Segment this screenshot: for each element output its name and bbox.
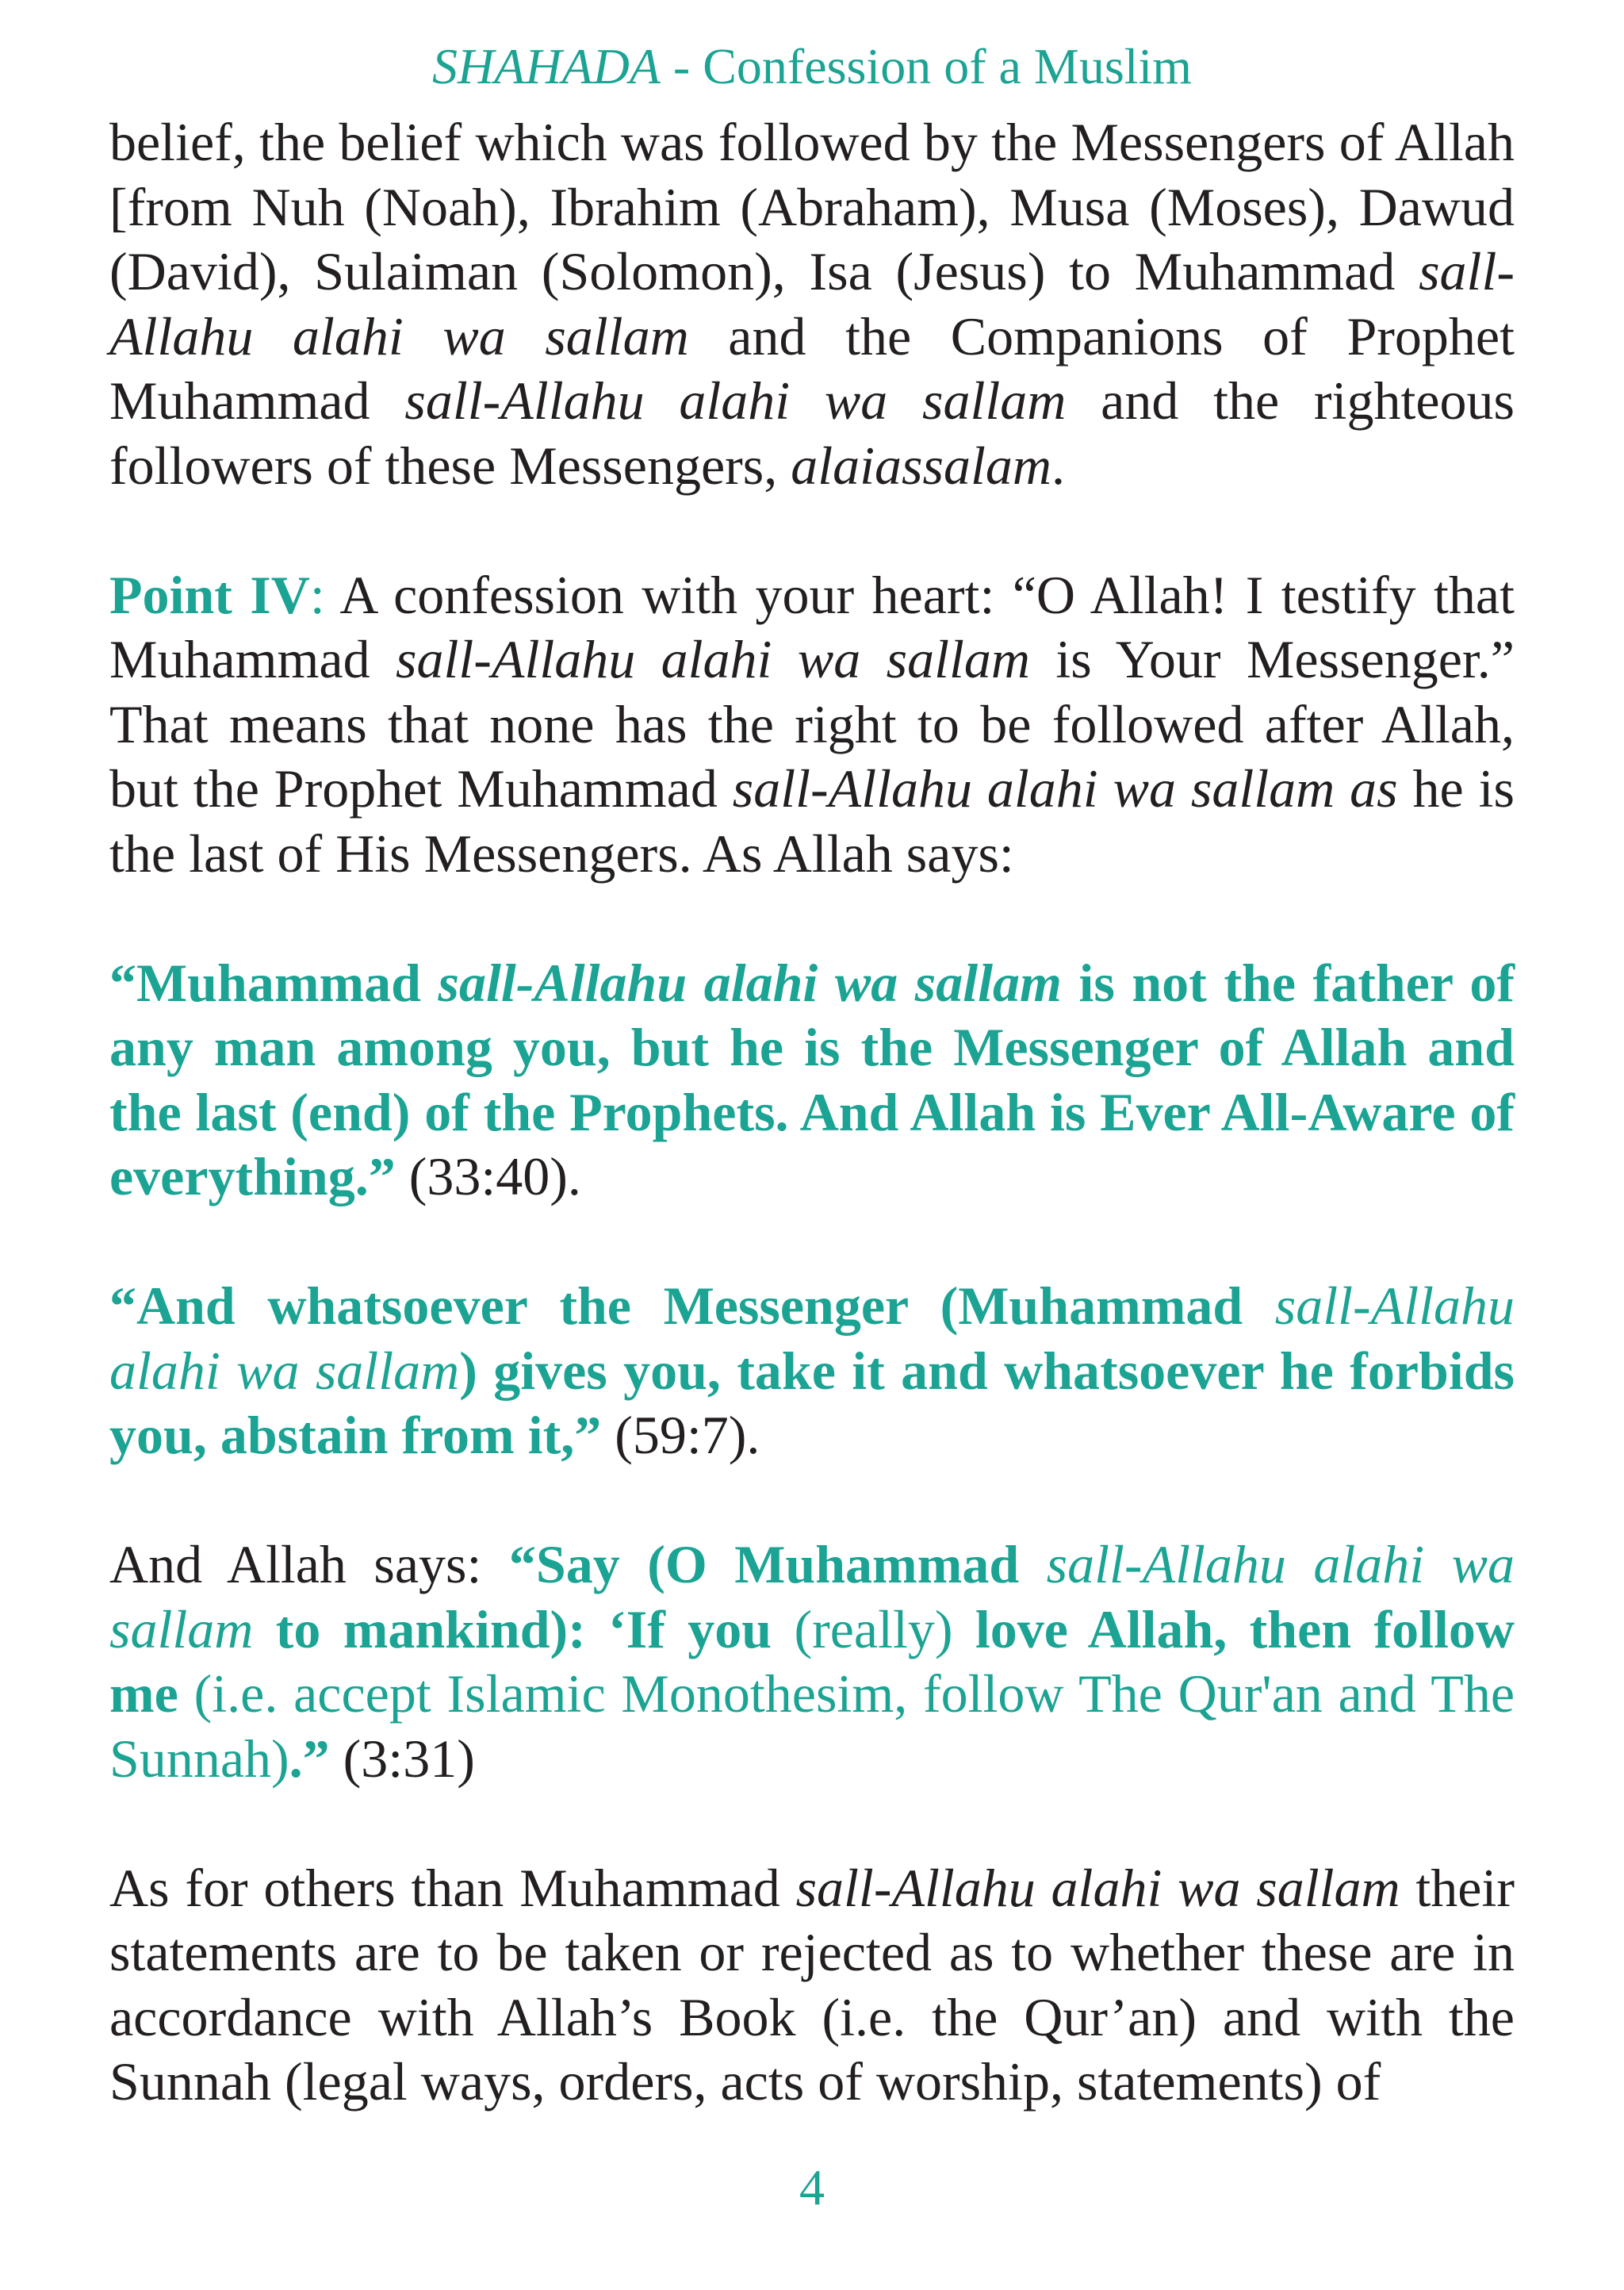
quote-text: to mankind): ‘If you [253, 1598, 772, 1659]
text-run: As for others than Muhammad [109, 1857, 796, 1918]
paragraph-point-iv [109, 563, 1515, 887]
verse-reference: (59:7). [601, 1405, 760, 1465]
paragraph-others-statements [109, 1856, 1515, 2115]
quote-text: love Allah, then follow me [109, 1598, 1515, 1724]
quran-quote-3-31 [109, 1532, 1515, 1791]
quran-quote-59-7 [109, 1274, 1515, 1468]
paragraph-messengers-belief [109, 110, 1515, 498]
salutation-italic: sall-Allahu alahi wa sallam [109, 241, 1515, 366]
text-run: and the Companions of Prophet Muhammad [109, 305, 1515, 431]
salutation-italic: sall-Allahu alahi wa sallam [396, 629, 1030, 689]
salutation-italic: sall-Allahu alahi wa sallam [404, 370, 1067, 431]
quote-text: ) gives you, take it and whatsoever he forbids you, abstain from it,” [109, 1340, 1515, 1465]
text-run: A confession with your heart: “O Allah! I testify that Muhammad [109, 564, 1515, 689]
quote-close: .” [289, 1728, 330, 1789]
book-title-rest: - Confession of a Muslim [660, 38, 1193, 94]
text-run: he is the last of His Messengers. As Allah says: [109, 758, 1515, 884]
point-heading: Point IV [109, 564, 310, 625]
quote-text: “Say (O Muhammad [508, 1534, 1047, 1594]
quote-parenthetical: (really) [772, 1598, 975, 1659]
quote-salutation: sall-Allahu alahi wa sallam [109, 1275, 1515, 1401]
verse-reference: (3:31) [329, 1728, 475, 1789]
text-run: is Your Messenger.” That means that none has the right to be followed after Allah, but the Prophet Muhammad [109, 629, 1515, 819]
body-text [109, 110, 1515, 2179]
quran-quote-33-40 [109, 951, 1515, 1210]
quote-parenthetical: (i.e. accept Islamic Monothesim, follow The Qur'an and The Sunnah) [109, 1663, 1515, 1789]
text-run: and the righteous followers of these Messengers, [109, 370, 1515, 496]
salutation-italic: sall-Allahu alahi wa sallam as [732, 758, 1398, 819]
running-head [0, 35, 1624, 98]
text-run: . [1051, 435, 1065, 496]
quote-salutation: sall-Allahu alahi wa sallam [109, 1534, 1515, 1659]
salutation-italic: alaiassalam [791, 435, 1051, 496]
point-colon: : [309, 564, 325, 625]
page-number: 4 [799, 2159, 825, 2215]
text-run: And Allah says: [109, 1534, 509, 1594]
text-run: their statements are to be taken or rejected as to whether these are in accordance with Allah’s Book (i.e. the Qur’an) and with the Sunnah (legal ways, orders, acts of worship, statements) of [109, 1857, 1515, 2112]
quote-text: “And whatsoever the Messenger (Muhammad [109, 1275, 1275, 1336]
book-title-italic: SHAHADA [431, 38, 661, 94]
quote-salutation: sall-Allahu alahi wa sallam [438, 952, 1062, 1013]
quote-text: is not the father of any man among you, but he is the Messenger of Allah and the last (end) of the Prophets. And Allah is Ever All-Aware of everything.” [109, 952, 1515, 1206]
text-run: belief, the belief which was followed by the Messengers of Allah [from Nuh (Noah), Ibrahim (Abraham), Musa (Moses), Dawud (David), Sulaiman (Solomon), Isa (Jesus) to Muhammad [109, 112, 1515, 301]
salutation-italic: sall-Allahu alahi wa sallam [795, 1857, 1400, 1918]
verse-reference: (33:40). [395, 1146, 581, 1206]
quote-text: “Muhammad [109, 952, 439, 1013]
